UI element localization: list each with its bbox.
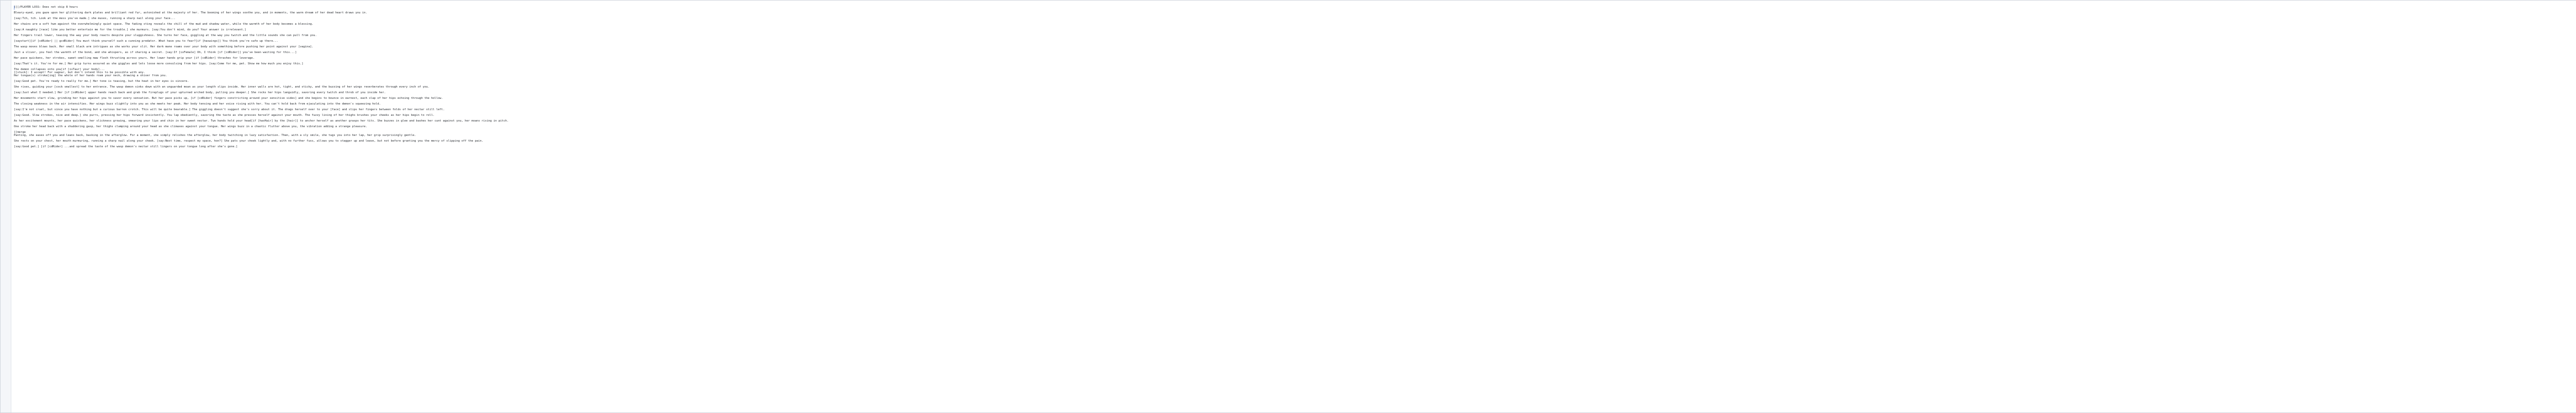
- line-text: [say:Good pet.] [if [cdRider] ...and spread the taste of the wasp demon's nectar still lingers on your tongue long after she's gone.]: [14, 145, 238, 148]
- text-line: [14, 114, 2576, 117]
- line-text: Bleary-eyed, you gaze upon her glittering dark plates and brilliant red fur, astonished at the majesty of her. The booming of her wings soothe you, and in moments, the warm dream of her dead heart draws you in.: [14, 11, 367, 14]
- text-line: [14, 17, 2576, 20]
- line-text: One stroke her head back with a shuddering gasp, her thighs clamping around your head as she climaxes against your tongue. Her wings buzz in a chaotic flutter above you, the vibration adding a strange pleasure.: [14, 125, 367, 128]
- text-line: [14, 74, 2576, 77]
- line-text: Her chains are a soft hum against the overwhelmingly quiet space. The fading sting reveals the chill of the mud and shadow water, while the warmth of her body becomes a blessing.: [14, 23, 314, 26]
- text-line: [14, 51, 2576, 54]
- text-line: [14, 91, 2576, 94]
- text-line: [14, 97, 2576, 100]
- text-line: [14, 140, 2576, 143]
- line-text: [say:I'm not cruel, but since you have nothing but a curious barren crotch. This will be quite bearable.] The giggling doesn't suggest she's sorry about it. The drags herself over to your [face] and slips her fingers between folds of her nectar still left.: [14, 108, 445, 111]
- text-line: [14, 62, 2576, 65]
- text-line: [14, 119, 2576, 123]
- line-text: Her movements start slow, grinding her hips against you to savor every sensation. But her pace picks up, [if [cdRider] fingers constricting around your sensitive sides] and she begins to bounce in earnest, each slap of her hips echoing through the hollow.: [14, 97, 443, 100]
- text-line: [14, 80, 2576, 83]
- line-text: [say:A naughty [race] like you better entertain me for the trouble.] she murmurs. [say:You don't mind, do you? Your answer is irrelevant.]: [14, 28, 246, 31]
- line-text: She rises, guiding your [cock smallest] to her entrance. The wasp demon sinks down with an unguarded moan as your length slips inside. Her inner walls are hot, tight, and sticky, and the buzzing of her wings reverberates through every inch of you.: [14, 85, 430, 89]
- line-text: [say:Good. Slow strokes, nice and deep.] she purrs, pressing her hips forward insistently. You lap obediently, savoring the taste as she presses herself against your mouth. The fuzzy lining of her thighs brushes your cheeks as her hips begin to roll.: [14, 114, 435, 117]
- text-line: [14, 28, 2576, 31]
- text-line: [14, 45, 2576, 48]
- line-text: Her tongue(s) stroke[ing] the whole of her hands roam your neck, drawing a shiver from you.: [14, 74, 167, 77]
- line-text: The demon collapses onto you[if [isTaur] your body]...: [14, 68, 105, 71]
- text-line: [14, 145, 2576, 148]
- text-line: [14, 85, 2576, 89]
- line-text: [say:Just what I needed.] Her [if [cdRider] upper hands reach back and grab the fireplugs of your upturned arched body, pulling you deeper.] She rocks her hips languidly, savoring every twitch and throb of you inside her.: [14, 91, 386, 94]
- line-text: As her excitement mounts, her pace quickens, her slickness growing, smearing your lips and chin in her sweet nectar. Two hands hold your head[if [hasHair] by the [hair]] to anchor herself as another grasps her tits. She buzzes in glee and bashes her cunt against you, her moans rising in pitch.: [14, 119, 509, 123]
- line-text: [saystart][if [cdRider] || gcdRider] You must think yourself such a cunning predator. What have you to fear?[if [haswings]] You think you're safe up there...: [14, 40, 278, 43]
- text-line: [14, 11, 2576, 14]
- line-text: Panting, she eases off you and leans back, basking in the afterglow. For a moment, she simply relishes the afterglow, her body twitching in lazy satisfaction. Then, with a sly smile, she tugs you into her lap, her grip surprisingly gentle.: [14, 134, 416, 137]
- line-text: [say:Tch, tch. Look at the mess you've made.] she muses, running a sharp nail along your face...: [14, 17, 176, 20]
- text-line: [14, 57, 2576, 60]
- text-line: [14, 102, 2576, 106]
- line-text: [[stuck]: I accept! For sagnar, but don't intend this to be possible with any.: [14, 71, 145, 74]
- line-text: Her fingers trail lower, teasing the way your body reacts despite your sluggishness. She turns her face, giggling at the way you twitch and the little sounds she can pull from you.: [14, 34, 317, 37]
- line-text: Her pace quickens, her strokes, sweet-smelling maw flesh thrusting across yours. Her lower hands grip your [if [cdRider] thrashes for leverage.: [14, 57, 255, 60]
- text-line: [14, 6, 2576, 9]
- text-line: [14, 108, 2576, 111]
- line-text: She rests on your chest, her mouth murmuring, running a sharp nail along your cheek. [say:Next time, respect my space, hon?] She pats your cheek lightly and, with no further fuss, allows you to stagger up and leave, but not before granting you the mercy of slipping off the pain.: [14, 140, 484, 143]
- line-text: [say:That's it. You're for me.] Her grip turns assured as she giggles and lets loose more convulsing from her hips. [say:Come for me, pet. Show me how much you enjoy this.]: [14, 62, 303, 65]
- line-text: Just a sliver, you feel the warmth of the bond, and she whispers, as if sharing a secret. [say:If [isFemale] Oh, I think [if [cdRider]] you've been waiting for this...]: [14, 51, 297, 54]
- document-body[interactable]: [14, 6, 2576, 148]
- text-line: [14, 34, 2576, 37]
- line-text: The closing weakness in the air intensifies. Her wings buzz slightly into you as she meets her peak. Her body tensing and her voice rising with her. You can't hold back from ejaculating into the demon's squeezing hold.: [14, 102, 381, 106]
- text-line: [14, 40, 2576, 43]
- line-text: [say:Good pet. You're ready to really for me.] Her tone is teasing, but the heat in her eyes is sincere.: [14, 80, 189, 83]
- line-number-gutter: [1, 1, 11, 412]
- text-line: [14, 125, 2576, 128]
- text-line: [14, 23, 2576, 26]
- line-text: [[merge: [14, 131, 26, 134]
- line-text: The wasp moves blows back. Her small black arm intrigues as she works your slit. Her dark mane roams over your body with something before pushing her point against your [vagina].: [14, 45, 314, 48]
- line-text: [[[/PLAYER LOSS: Does not skip 8 hours: [14, 6, 78, 9]
- text-line: [14, 134, 2576, 137]
